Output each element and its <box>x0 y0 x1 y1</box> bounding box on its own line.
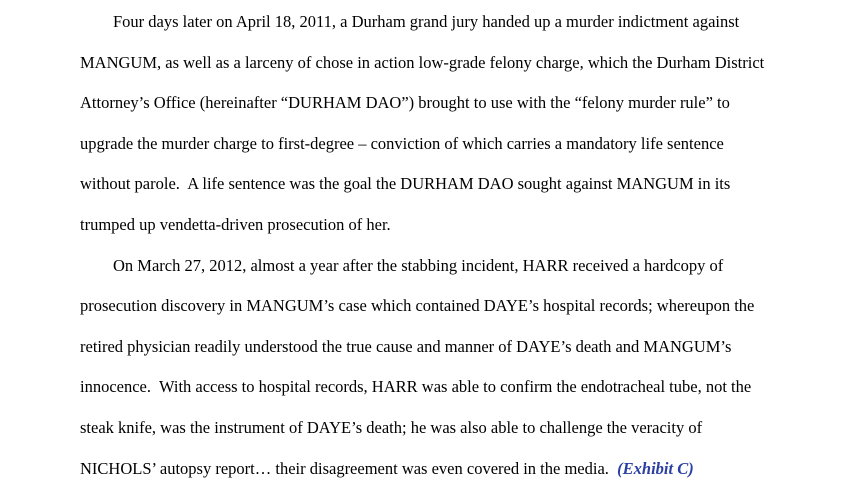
text-line <box>80 246 820 287</box>
text-run: Four days later on April 18, 2011, a Durham grand jury handed up a murder indictment against <box>113 12 740 31</box>
text-run: On March 27, 2012, almost a year after the stabbing incident, HARR received a hardcopy of <box>113 255 724 275</box>
text-run: without parole. A life sentence was the goal the DURHAM DAO sought against MANGUM in its <box>80 174 731 194</box>
text-run: trumped up vendetta-driven prosecution of her. <box>80 214 391 234</box>
text-line <box>80 164 820 205</box>
text-line <box>80 2 820 43</box>
text-line <box>80 327 820 368</box>
text-line <box>80 408 820 449</box>
text-run: retired physician readily understood the true cause and manner of DAYE’s death and MANGUM’s <box>80 336 732 356</box>
exhibit-c-link[interactable]: (Exhibit C) <box>617 458 694 478</box>
text-run: innocence. With access to hospital records, HARR was able to confirm the endotracheal tube, not the <box>80 377 752 397</box>
text-line <box>80 205 820 246</box>
text-line <box>80 43 820 84</box>
text-run: steak knife, was the instrument of DAYE’s death; he was also able to challenge the veracity of <box>80 417 703 437</box>
text-line <box>80 124 820 165</box>
text-run: upgrade the murder charge to first-degree – conviction of which carries a mandatory life sentence <box>80 133 724 153</box>
text-line <box>80 83 820 124</box>
text-line <box>80 367 820 408</box>
text-run: prosecution discovery in MANGUM’s case which contained DAYE’s hospital records; whereupon the <box>80 296 755 316</box>
text-run: NICHOLS’ autopsy report… their disagreement was even covered in the media. <box>80 458 618 478</box>
text-line <box>80 286 820 327</box>
text-run: Attorney’s Office (hereinafter “DURHAM DAO”) brought to use with the “felony murder rule” to <box>80 93 730 113</box>
text-line <box>80 449 820 489</box>
text-run: MANGUM, as well as a larceny of chose in action low-grade felony charge, which the Durham District <box>80 52 765 72</box>
